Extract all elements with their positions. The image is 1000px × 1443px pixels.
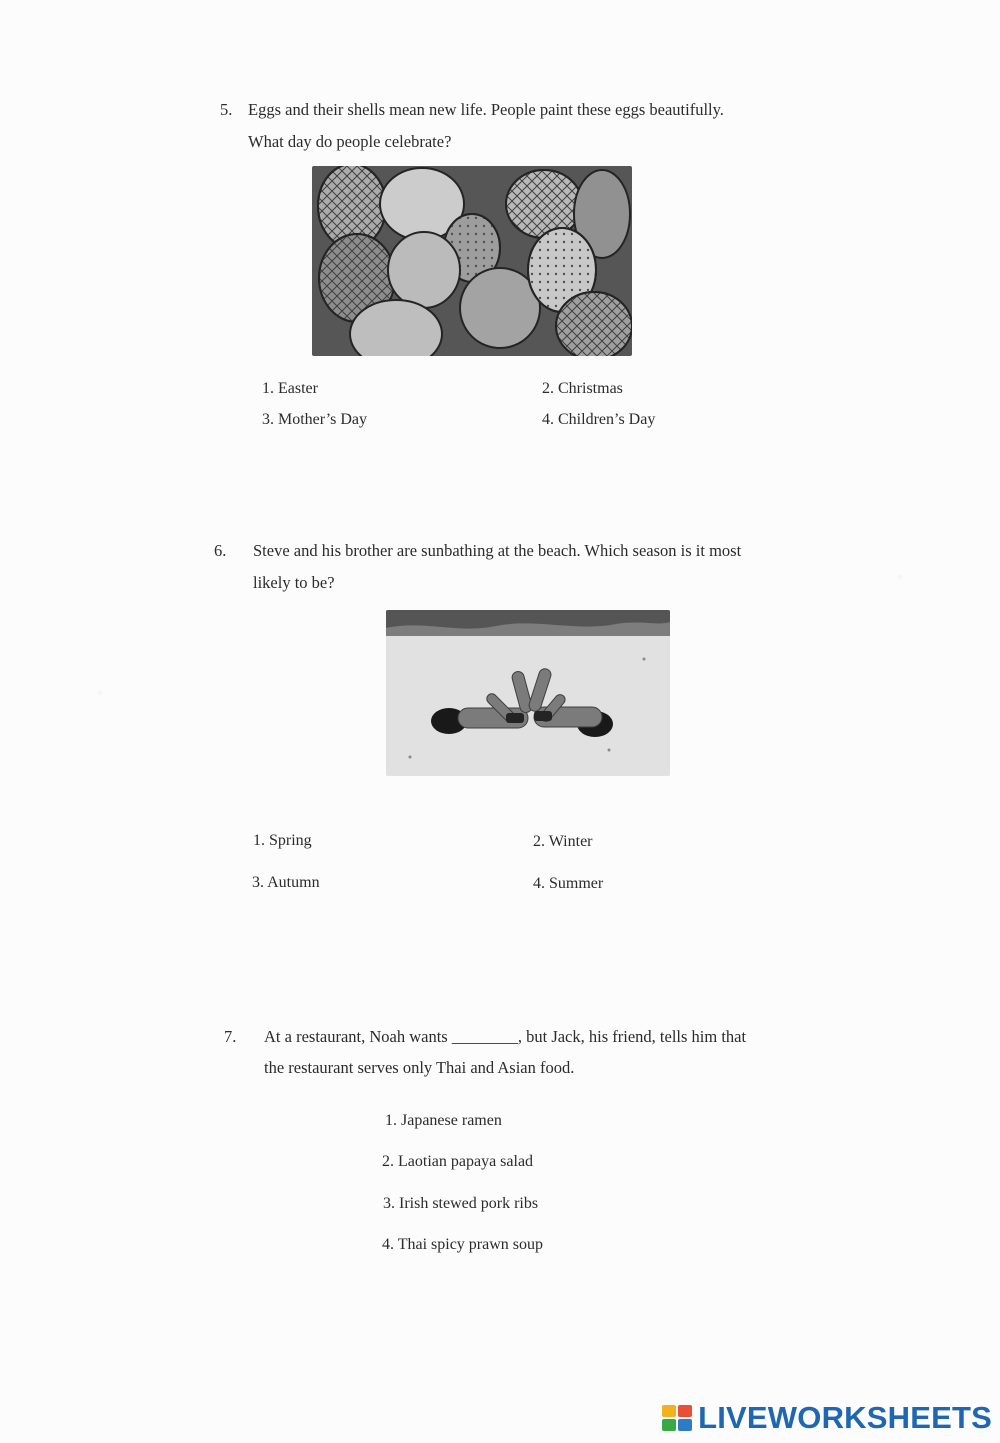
logo-red-square bbox=[678, 1405, 692, 1417]
liveworksheets-brand[interactable] bbox=[662, 1402, 992, 1433]
answer-option: 2. Laotian papaya salad bbox=[382, 1153, 534, 1170]
liveworksheets-logo-icon bbox=[662, 1405, 692, 1431]
question-text-line-2: the restaurant serves only Thai and Asian food. bbox=[264, 1058, 575, 1077]
answer-option: 3. Mother’s Day bbox=[262, 411, 368, 428]
answer-option: 4. Thai spicy prawn soup bbox=[382, 1236, 544, 1253]
answer-option: 2. Christmas bbox=[542, 380, 623, 397]
question-text-line-1: At a restaurant, Noah wants ________, but Jack, his friend, tells him that bbox=[264, 1027, 747, 1046]
answer-option: 3. Autumn bbox=[252, 874, 320, 891]
question-5 bbox=[220, 95, 810, 175]
easter-eggs-photo bbox=[312, 166, 632, 356]
question-6 bbox=[214, 536, 814, 616]
answer-option: 1. Easter bbox=[262, 380, 318, 397]
question-text-line-1: Steve and his brother are sunbathing at the beach. Which season is it most bbox=[253, 541, 742, 560]
question-number: 5. bbox=[220, 100, 233, 119]
answer-option: 1. Japanese ramen bbox=[385, 1112, 502, 1129]
logo-blue-square bbox=[678, 1419, 692, 1431]
question-text-line-1: Eggs and their shells mean new life. People paint these eggs beautifully. bbox=[248, 100, 724, 119]
logo-yellow-square bbox=[662, 1405, 676, 1417]
liveworksheets-wordmark: LIVEWORKSHEETS bbox=[698, 1400, 992, 1435]
logo-green-square bbox=[662, 1419, 676, 1431]
beach-sunbathing-photo bbox=[386, 610, 670, 776]
answer-option: 2. Winter bbox=[533, 833, 593, 850]
question-number: 7. bbox=[224, 1027, 237, 1046]
question-7 bbox=[224, 1022, 814, 1102]
question-text-line-2: What day do people celebrate? bbox=[248, 132, 452, 151]
question-text-line-2: likely to be? bbox=[253, 573, 335, 592]
answer-option: 4. Children’s Day bbox=[542, 411, 656, 428]
answer-option: 1. Spring bbox=[253, 832, 312, 849]
answer-option: 4. Summer bbox=[533, 875, 604, 892]
answer-option: 3. Irish stewed pork ribs bbox=[383, 1195, 539, 1212]
question-number: 6. bbox=[214, 541, 227, 560]
